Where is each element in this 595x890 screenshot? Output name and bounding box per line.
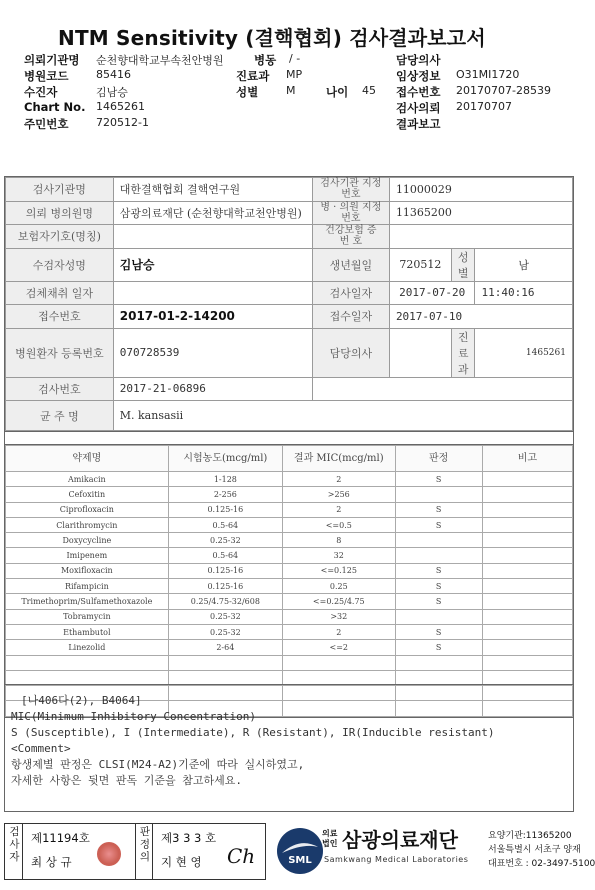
org-prefix [322,829,337,849]
organism-label: 균 주 명 [6,401,114,431]
drug-row [6,472,573,487]
comment-line-2: S (Susceptible), I (Intermediate), R (Resistant), IR(Inducible resistant) [11,726,495,739]
reviewer-no: 제3 3 3 호 [161,831,217,845]
reviewer-name: 지 현 영 [161,855,202,869]
remarks [482,548,572,563]
age-label: 나이 [326,85,349,99]
clinical-info: O31MI1720 [456,68,520,81]
sml-logo-icon [276,827,324,875]
hospital-code-label: 병원코드 [24,69,69,83]
comment-line-1: MIC(Minimum Inhibitory Concentration) [11,710,257,723]
test-conc: 0.5-64 [168,517,282,532]
judgment [395,609,482,624]
test-conc: 0.25-32 [168,533,282,548]
examiner-no: 제11194호 [31,831,90,845]
signature: Ch [227,844,256,868]
requesting-org-label: 의뢰기관명 [24,53,80,67]
drug-name: Clarithromycin [6,517,169,532]
reviewer-label [135,824,153,879]
org-name-en: Samkwang Medical Laboratories [324,855,469,864]
drug-table [5,445,573,717]
test-conc: 0.25/4.75-32/608 [168,594,282,609]
test-conc: 0.25-32 [168,624,282,639]
logo-text: SML [288,855,312,866]
reception-no: 2017-01-2-14200 [113,305,312,329]
judgment: S [395,563,482,578]
physician-label: 담당의사 [312,328,389,377]
test-conc: 0.25-32 [168,609,282,624]
drug-name: Doxycycline [6,533,169,548]
test-date: 2017-07-20 [389,281,475,305]
drug-name: Tobramycin [6,609,169,624]
report-header [24,52,584,132]
drug-row [6,594,573,609]
report-footer [4,823,595,880]
birth-label: 생년월일 [312,248,389,281]
test-time: 11:40:16 [475,281,573,305]
doctor-label: 담당의사 [396,53,441,67]
mic-result: 32 [283,548,396,563]
organism: M. kansasii [113,401,572,431]
examiner-label [5,824,23,879]
receipt-no: 20170707-28539 [456,84,551,97]
section-gap [5,431,573,445]
receipt-no-label: 접수번호 [396,85,441,99]
test-no-label: 검사번호 [6,377,114,401]
remarks [482,472,572,487]
dept-label-info: 진료과 [451,328,475,377]
mic-result: 2 [283,502,396,517]
chart-no: 1465261 [96,100,145,113]
judgment: S [395,594,482,609]
remarks [482,640,572,655]
reviewer-label-text: 판정의 [138,826,151,864]
test-org: 대한결핵협회 결핵연구원 [113,178,312,202]
col-test-conc: 시험농도(mcg/ml) [168,446,282,472]
drug-name: Ciprofloxacin [6,502,169,517]
mic-result: <=0.25/4.75 [283,594,396,609]
sex-info: 남 [475,248,573,281]
org-name: 삼광의료재단 [342,828,458,852]
mic-result: 2 [283,624,396,639]
remarks [482,609,572,624]
req-hospital: 삼광의료재단 (순천향대학교천안병원) [113,201,312,225]
drug-row [6,548,573,563]
drug-row [6,609,573,624]
mic-result: 8 [283,533,396,548]
health-ins [389,225,572,249]
drug-row [6,579,573,594]
comment-code: [나406다(2), B4064] [21,694,142,707]
comment-box [4,684,574,812]
comment-line-5: 자세한 사항은 뒷면 판독 기준을 참고하세요. [11,774,243,787]
patient-reg-label: 병원환자 등록번호 [6,328,114,377]
judgment [395,533,482,548]
mic-result: >256 [283,487,396,502]
test-conc: 0.125-16 [168,563,282,578]
test-conc: 2-256 [168,487,282,502]
drug-name: Linezolid [6,640,169,655]
req-hospital-label: 의뢰 병의원명 [6,201,114,225]
dept-label: 진료과 [236,69,270,83]
mic-result: 0.25 [283,579,396,594]
report-sheet [4,176,574,718]
insured [113,225,312,249]
ward: / - [289,52,301,65]
health-ins-label: 건강보험 증 번 호 [312,225,389,249]
nursing-code: 요양기관:11365200 [488,831,572,841]
drug-name: Moxifloxacin [6,563,169,578]
info-table [5,177,573,431]
drug-name: Cefoxitin [6,487,169,502]
drug-row [6,487,573,502]
test-conc: 2-64 [168,640,282,655]
patient-name: 김남승 [96,86,128,99]
test-conc: 1-128 [168,472,282,487]
mic-result: >32 [283,609,396,624]
address: 서울특별시 서초구 양재 [488,845,581,855]
test-date-label: 검사일자 [312,281,389,305]
test-request-label: 검사의뢰 [396,101,441,115]
mic-result: 2 [283,472,396,487]
mic-result: <=0.5 [283,517,396,532]
dept: MP [286,68,303,81]
judgment: S [395,640,482,655]
test-conc: 0.125-16 [168,579,282,594]
hospital-code-value: 11365200 [389,201,572,225]
drug-name: Ethambutol [6,624,169,639]
remarks [482,594,572,609]
col-remarks: 비고 [482,446,572,472]
empty-cell [312,377,572,401]
test-conc: 0.125-16 [168,502,282,517]
drug-row [6,563,573,578]
drug-row [6,624,573,639]
col-judgment: 판정 [395,446,482,472]
sex-label-info: 성별 [451,248,475,281]
test-conc: 0.5-64 [168,548,282,563]
remarks [482,624,572,639]
requesting-org: 순천향대학교부속천안병원 [96,54,224,67]
seal-stamp-icon [97,842,121,866]
empty-cell [395,655,482,670]
judgment: S [395,517,482,532]
drug-name: Rifampicin [6,579,169,594]
col-mic: 결과 MIC(mcg/ml) [283,446,396,472]
empty-drug-row [6,655,573,670]
remarks [482,563,572,578]
sample-date-label: 검체채취 일자 [6,281,114,305]
signature-block [4,823,266,880]
physician [389,328,451,377]
judgment: S [395,472,482,487]
mic-result: <=0.125 [283,563,396,578]
report-title: NTM Sensitivity (결핵협회) 검사결과보고서 [58,26,486,50]
drug-name: Imipenem [6,548,169,563]
judgment [395,487,482,502]
reception-date: 2017-07-10 [389,305,572,329]
test-org-code-label: 검사기관 지정번호 [312,178,389,202]
insured-label: 보험자기호(명칭) [6,225,114,249]
judgment: S [395,579,482,594]
empty-cell [6,655,169,670]
reception-date-label: 접수일자 [312,305,389,329]
org-prefix-2: 법인 [322,839,338,848]
result-report-label: 결과보고 [396,117,441,131]
remarks [482,517,572,532]
age: 45 [362,84,376,97]
clinical-info-label: 임상정보 [396,69,441,83]
dept-value: 1465261 [475,328,573,377]
examinee-label: 수검자성명 [6,248,114,281]
empty-cell [482,655,572,670]
test-no: 2017-21-06896 [113,377,312,401]
drug-name: Amikacin [6,472,169,487]
chart-no-label: Chart No. [24,100,86,114]
comment-line-3: <Comment> [11,742,71,755]
empty-cell [283,655,396,670]
resident-no-label: 주민번호 [24,117,69,131]
empty-cell [168,655,282,670]
sex: M [286,84,296,97]
patient-label: 수진자 [24,85,58,99]
judgment: S [395,624,482,639]
examiner-name: 최 상 규 [31,855,72,869]
patient-reg: 070728539 [113,328,312,377]
test-org-label: 검사기관명 [6,178,114,202]
remarks [482,579,572,594]
org-prefix-1: 의료 [322,829,338,838]
examinee: 김남승 [113,248,312,281]
drug-table-body [6,472,573,717]
sample-date [113,281,312,305]
reception-no-label: 접수번호 [6,305,114,329]
resident-no: 720512-1 [96,116,149,129]
drug-row [6,640,573,655]
drug-row [6,502,573,517]
comment-line-4: 항생제별 판정은 CLSI(M24-A2)기준에 따라 실시하였고, [11,758,305,771]
drug-row [6,517,573,532]
ward-label: 병동 [254,53,277,67]
test-org-code: 11000029 [389,178,572,202]
hospital-code-label: 병 · 의원 지정번호 [312,201,389,225]
test-request: 20170707 [456,100,512,113]
judgment: S [395,502,482,517]
drug-name: Trimethoprim/Sulfamethoxazole [6,594,169,609]
mic-result: <=2 [283,640,396,655]
examiner-label-text: 검사자 [8,826,20,864]
remarks [482,502,572,517]
judgment [395,548,482,563]
remarks [482,533,572,548]
hospital-code: 85416 [96,68,131,81]
phone: 대표번호 : 02-3497-5100 [488,859,595,869]
col-drug-name: 약제명 [6,446,169,472]
remarks [482,487,572,502]
sex-label: 성별 [236,85,259,99]
birth: 720512 [389,248,451,281]
drug-row [6,533,573,548]
